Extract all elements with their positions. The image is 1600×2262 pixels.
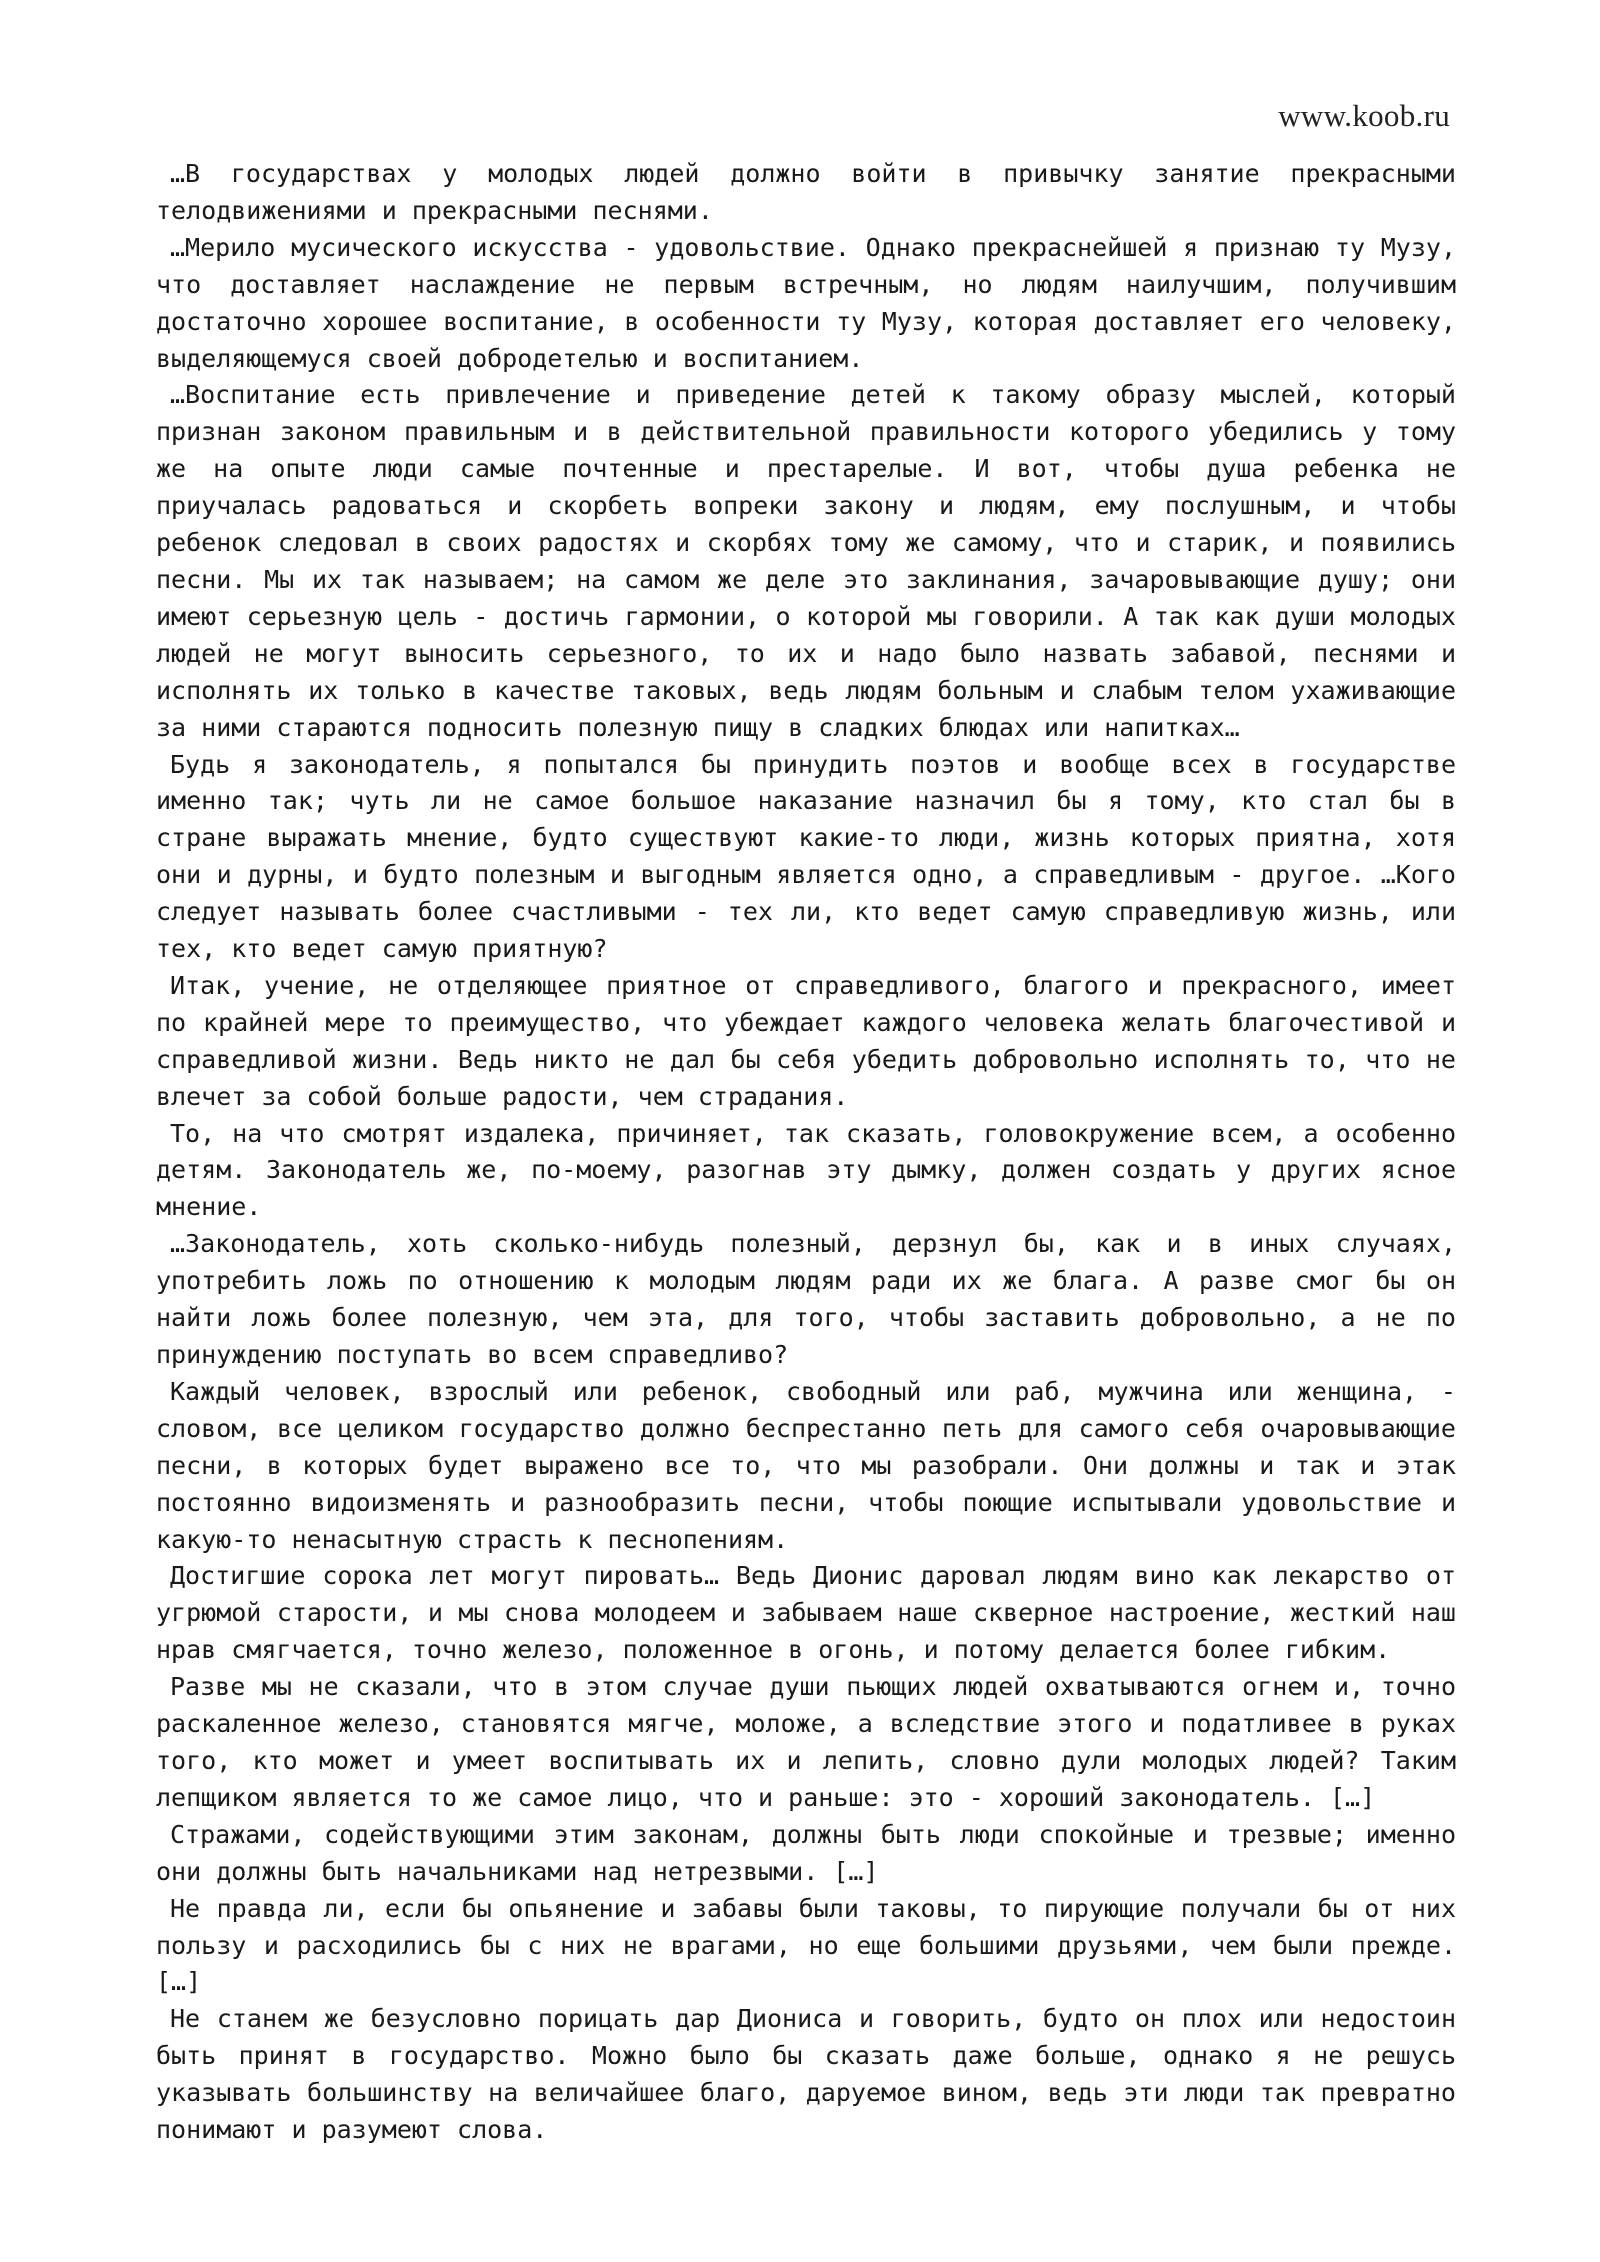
- paragraph: Каждый человек, взрослый или ребенок, свободный или раб, мужчина или женщина, - словом, все целиком государство должно беспрестанно петь для самого себя очаровывающие песни, в которых будет выражено все то, что мы разобрали. Они должны и так и этак постоянно видоизменять и разнообразить песни, чтобы поющие испытывали удовольствие и какую-то ненасытную страсть к песнопениям.: [156, 1376, 1456, 1554]
- paragraph: …Законодатель, хоть сколько-нибудь полезный, дерзнул бы, как и в иных случаях, употребить ложь по отношению к молодым людям ради их же блага. А разве смог бы он найти ложь более полезную, чем эта, для того, чтобы заставить добровольно, а не по принуждению поступать во всем справедливо?: [156, 1229, 1456, 1369]
- paragraph: …В государствах у молодых людей должно войти в привычку занятие прекрасными телодвижениями и прекрасными песнями.: [156, 159, 1456, 225]
- paragraph: Не правда ли, если бы опьянение и забавы были таковы, то пирующие получали бы от них пользу и расходились бы с них не врагами, но еще большими друзьями, чем были прежде. […]: [156, 1893, 1456, 1997]
- site-url: www.koob.ru: [1278, 98, 1450, 133]
- paragraph: Будь я законодатель, я попытался бы принудить поэтов и вообще всех в государстве именно так; чуть ли не самое большое наказание назначил бы я тому, кто стал бы в стране выражать мнение, будто существуют какие-то люди, жизнь которых приятна, хотя они и дурны, и будто полезным и выгодным является одно, а справедливым - другое. …Кого следует называть более счастливыми - тех ли, кто ведет самую справедливую жизнь, или тех, кто ведет самую приятную?: [156, 749, 1456, 964]
- paragraph: …Воспитание есть привлечение и приведение детей к такому образу мыслей, который признан законом правильным и в действительной правильности которого убедились у тому же на опыте люди самые почтенные и престарелые. И вот, чтобы душа ребенка не приучалась радоваться и скорбеть вопреки закону и людям, ему послушным, и чтобы ребенок следовал в своих радостях и скорбях тому же самому, что и старик, и появились песни. Мы их так называем; на самом же деле это заклинания, зачаровывающие душу; они имеют серьезную цель - достичь гармонии, о которой мы говорили. А так как души молодых людей не могут выносить серьезного, то их и надо было назвать забавой, песнями и исполнять их только в качестве таковых, ведь людям больным и слабым телом ухаживающие за ними стараются подносить полезную пищу в сладких блюдах или напитках…: [156, 380, 1456, 742]
- paragraph: …Мерило мусического искусства - удовольствие. Однако прекраснейшей я признаю ту Музу, что доставляет наслаждение не первым встречным, но людям наилучшим, получившим достаточно хорошее воспитание, в особенности ту Музу, которая доставляет его человеку, выделяющемуся своей добродетелью и воспитанием.: [156, 232, 1456, 373]
- paragraph: Итак, учение, не отделяющее приятное от справедливого, благого и прекрасного, имеет по крайней мере то преимущество, что убеждает каждого человека желать благочестивой и справедливой жизни. Ведь никто не дал бы себя убедить добровольно исполнять то, что не влечет за собой больше радости, чем страдания.: [156, 970, 1456, 1111]
- paragraph: Стражами, содействующими этим законам, должны быть люди спокойные и трезвые; именно они должны быть начальниками над нетрезвыми. […]: [156, 1819, 1456, 1886]
- document-body: [156, 156, 1456, 2149]
- paragraph: Не станем же безусловно порицать дар Диониса и говорить, будто он плох или недостоин быть принят в государство. Можно было бы сказать даже больше, однако я не решусь указывать большинству на величайшее благо, даруемое вином, ведь эти люди так превратно понимают и разумеют слова.: [156, 2004, 1456, 2145]
- paragraph: То, на что смотрят издалека, причиняет, так сказать, головокружение всем, а особенно детям. Законодатель же, по-моему, разогнав эту дымку, должен создать у других ясное мнение.: [156, 1118, 1456, 1222]
- paragraph: Разве мы не сказали, что в этом случае души пьющих людей охватываются огнем и, точно раскаленное железо, становятся мягче, моложе, а вследствие этого и податливее в руках того, кто может и умеет воспитывать их и лепить, словно дули молодых людей? Таким лепщиком является то же самое лицо, что и раньше: это - хороший законодатель. […]: [156, 1672, 1456, 1812]
- paragraph: Достигшие сорока лет могут пировать… Ведь Дионис даровал людям вино как лекарство от угрюмой старости, и мы снова молодеем и забываем наше скверное настроение, жесткий наш нрав смягчается, точно железо, положенное в огонь, и потому делается более гибким.: [156, 1561, 1456, 1665]
